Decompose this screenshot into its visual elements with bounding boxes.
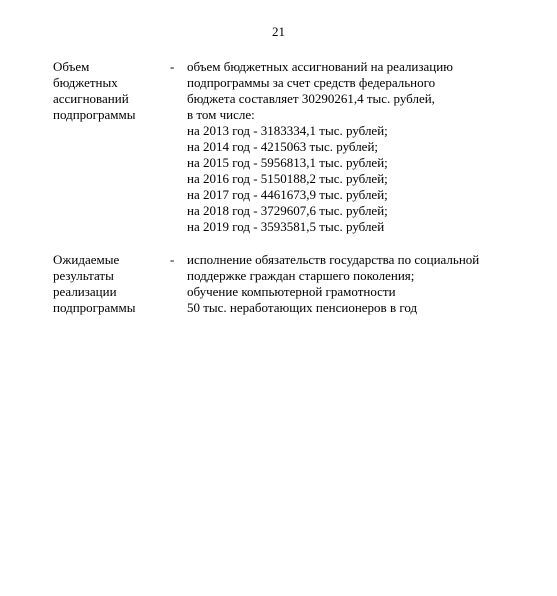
content-line: на 2018 год - 3729607,6 тыс. рублей;: [187, 203, 388, 218]
content-line: на 2013 год - 3183334,1 тыс. рублей;: [187, 123, 388, 138]
section-label: [53, 252, 163, 316]
label-line: Ожидаемые: [53, 252, 120, 267]
content-line: объем бюджетных ассигнований на реализацию: [187, 59, 453, 74]
content-line: поддержке граждан старшего поколения;: [187, 268, 415, 283]
label-line: бюджетных: [53, 75, 118, 90]
content-line: обучение компьютерной грамотности: [187, 284, 396, 299]
section-content: [187, 252, 527, 316]
content-line: бюджета составляет 30290261,4 тыс. рублей,: [187, 91, 435, 106]
content-line: в том числе:: [187, 107, 255, 122]
label-line: подпрограммы: [53, 300, 136, 315]
label-line: результаты: [53, 268, 114, 283]
content-line: на 2016 год - 5150188,2 тыс. рублей;: [187, 171, 388, 186]
content-line: на 2017 год - 4461673,9 тыс. рублей;: [187, 187, 388, 202]
label-line: ассигнований: [53, 91, 129, 106]
section-label: [53, 59, 163, 123]
separator-dash: -: [170, 59, 175, 74]
content-line: исполнение обязательств государства по социальной: [187, 252, 480, 267]
separator-dash: -: [170, 252, 175, 267]
page-number: 21: [272, 24, 285, 39]
label-line: реализации: [53, 284, 117, 299]
content-line: на 2015 год - 5956813,1 тыс. рублей;: [187, 155, 388, 170]
content-line: на 2019 год - 3593581,5 тыс. рублей: [187, 219, 385, 234]
content-line: 50 тыс. неработающих пенсионеров в год: [187, 300, 418, 315]
content-line: подпрограммы за счет средств федерального: [187, 75, 436, 90]
label-line: Объем: [53, 59, 90, 74]
label-line: подпрограммы: [53, 107, 136, 122]
content-line: на 2014 год - 4215063 тыс. рублей;: [187, 139, 379, 154]
section-content: [187, 59, 527, 235]
